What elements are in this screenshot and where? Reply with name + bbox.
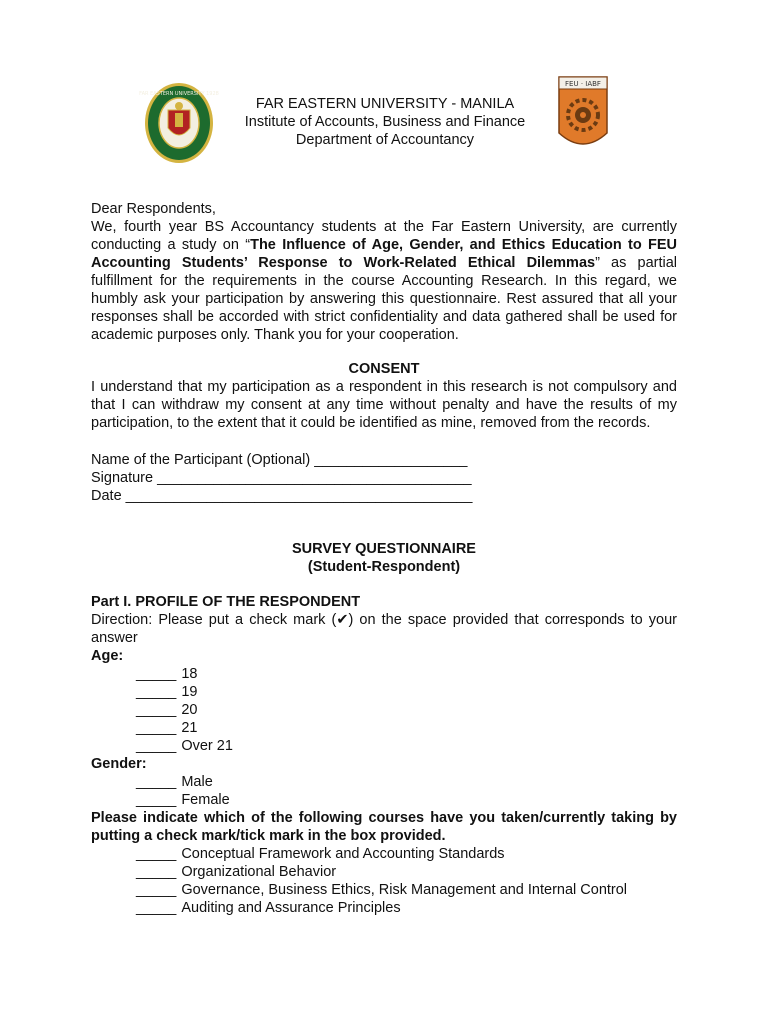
letter-rest: ” as partial fulfillment for the requirements in the course Accounting Research. In this regard, we humbly ask your participation by answering this questionnaire. Rest assured that all your responses shall be accorded with strict confidentiality and data gathered shall be used for academic purposes only. Thank you for your cooperation. — [91, 255, 677, 343]
courses-prompt: Please indicate which of the following courses have you taken/currently taking by putting a check mark/tick mark in the box provided. — [91, 810, 677, 844]
survey-heading — [91, 540, 677, 576]
direction-text: Direction: Please put a check mark (✔) on the space provided that corresponds to your answer — [91, 612, 677, 646]
option-label: 20 — [181, 702, 198, 718]
option-label: Organizational Behavior — [181, 864, 337, 880]
participant-fields — [91, 451, 677, 505]
answer-blank[interactable]: _____ — [136, 702, 177, 718]
answer-blank[interactable]: _____ — [136, 792, 177, 808]
consent-text: I understand that my participation as a respondent in this research is not compulsory and that I can withdraw my consent at any time without penalty and have the results of my participation, to the extent that it could be identified as mine, removed from the records. — [91, 379, 677, 431]
study-title: The Influence of Age, Gender, and Ethics Education to FEU Accounting Students’ Response to Work-Related Ethical Dilemmas — [91, 237, 678, 271]
seal-logo-text: FAR EASTERN UNIVERSITY 1928 — [139, 91, 219, 97]
course-option[interactable] — [91, 863, 677, 881]
university-name: FAR EASTERN UNIVERSITY - MANILA — [255, 96, 515, 112]
age-option[interactable] — [91, 719, 677, 737]
document-header — [220, 95, 550, 149]
iabf-shield-logo — [557, 75, 609, 157]
shield-logo-text: FEU · IABF — [565, 80, 601, 88]
gender-option[interactable] — [91, 791, 677, 809]
answer-blank[interactable]: _____ — [136, 864, 177, 880]
option-label: Auditing and Assurance Principles — [181, 900, 401, 916]
letter-intro: We, fourth year BS Accountancy students at the Far Eastern University, are currently conducting a study on “ — [91, 219, 677, 253]
feu-seal-logo — [139, 82, 219, 164]
option-label: 18 — [181, 666, 198, 682]
course-option[interactable] — [91, 899, 677, 917]
answer-blank[interactable]: _____ — [136, 738, 177, 754]
course-option[interactable] — [91, 881, 677, 899]
age-label: Age: — [91, 648, 124, 664]
signature-field[interactable]: Signature _______________________________________ — [91, 470, 472, 486]
salutation: Dear Respondents, — [91, 201, 216, 217]
letter-paragraph — [91, 218, 677, 344]
institute-name: Institute of Accounts, Business and Finance — [244, 114, 526, 130]
age-option[interactable] — [91, 683, 677, 701]
option-label: Female — [181, 792, 230, 808]
answer-blank[interactable]: _____ — [136, 846, 177, 862]
age-option[interactable] — [91, 737, 677, 755]
age-option[interactable] — [91, 701, 677, 719]
answer-blank[interactable]: _____ — [136, 774, 177, 790]
answer-blank[interactable]: _____ — [136, 720, 177, 736]
consent-title: CONSENT — [348, 361, 420, 377]
age-option[interactable] — [91, 665, 677, 683]
option-label: 21 — [181, 720, 198, 736]
participant-name-field[interactable]: Name of the Participant (Optional) ___________________ — [91, 452, 468, 468]
answer-blank[interactable]: _____ — [136, 666, 177, 682]
option-label: 19 — [181, 684, 198, 700]
answer-blank[interactable]: _____ — [136, 900, 177, 916]
course-option[interactable] — [91, 845, 677, 863]
answer-blank[interactable]: _____ — [136, 882, 177, 898]
profile-section — [91, 593, 677, 917]
cover-letter — [91, 200, 677, 344]
option-label: Governance, Business Ethics, Risk Management and Internal Control — [181, 882, 628, 898]
answer-blank[interactable]: _____ — [136, 684, 177, 700]
option-label: Male — [181, 774, 213, 790]
part1-title: Part I. PROFILE OF THE RESPONDENT — [91, 594, 361, 610]
survey-subtitle: (Student-Respondent) — [307, 559, 461, 575]
date-field[interactable]: Date ___________________________________________ — [91, 488, 473, 504]
option-label: Conceptual Framework and Accounting Standards — [181, 846, 505, 862]
gender-label: Gender: — [91, 756, 147, 772]
option-label: Over 21 — [181, 738, 233, 754]
gender-option[interactable] — [91, 773, 677, 791]
department-name: Department of Accountancy — [295, 132, 475, 148]
survey-title: SURVEY QUESTIONNAIRE — [292, 541, 476, 557]
